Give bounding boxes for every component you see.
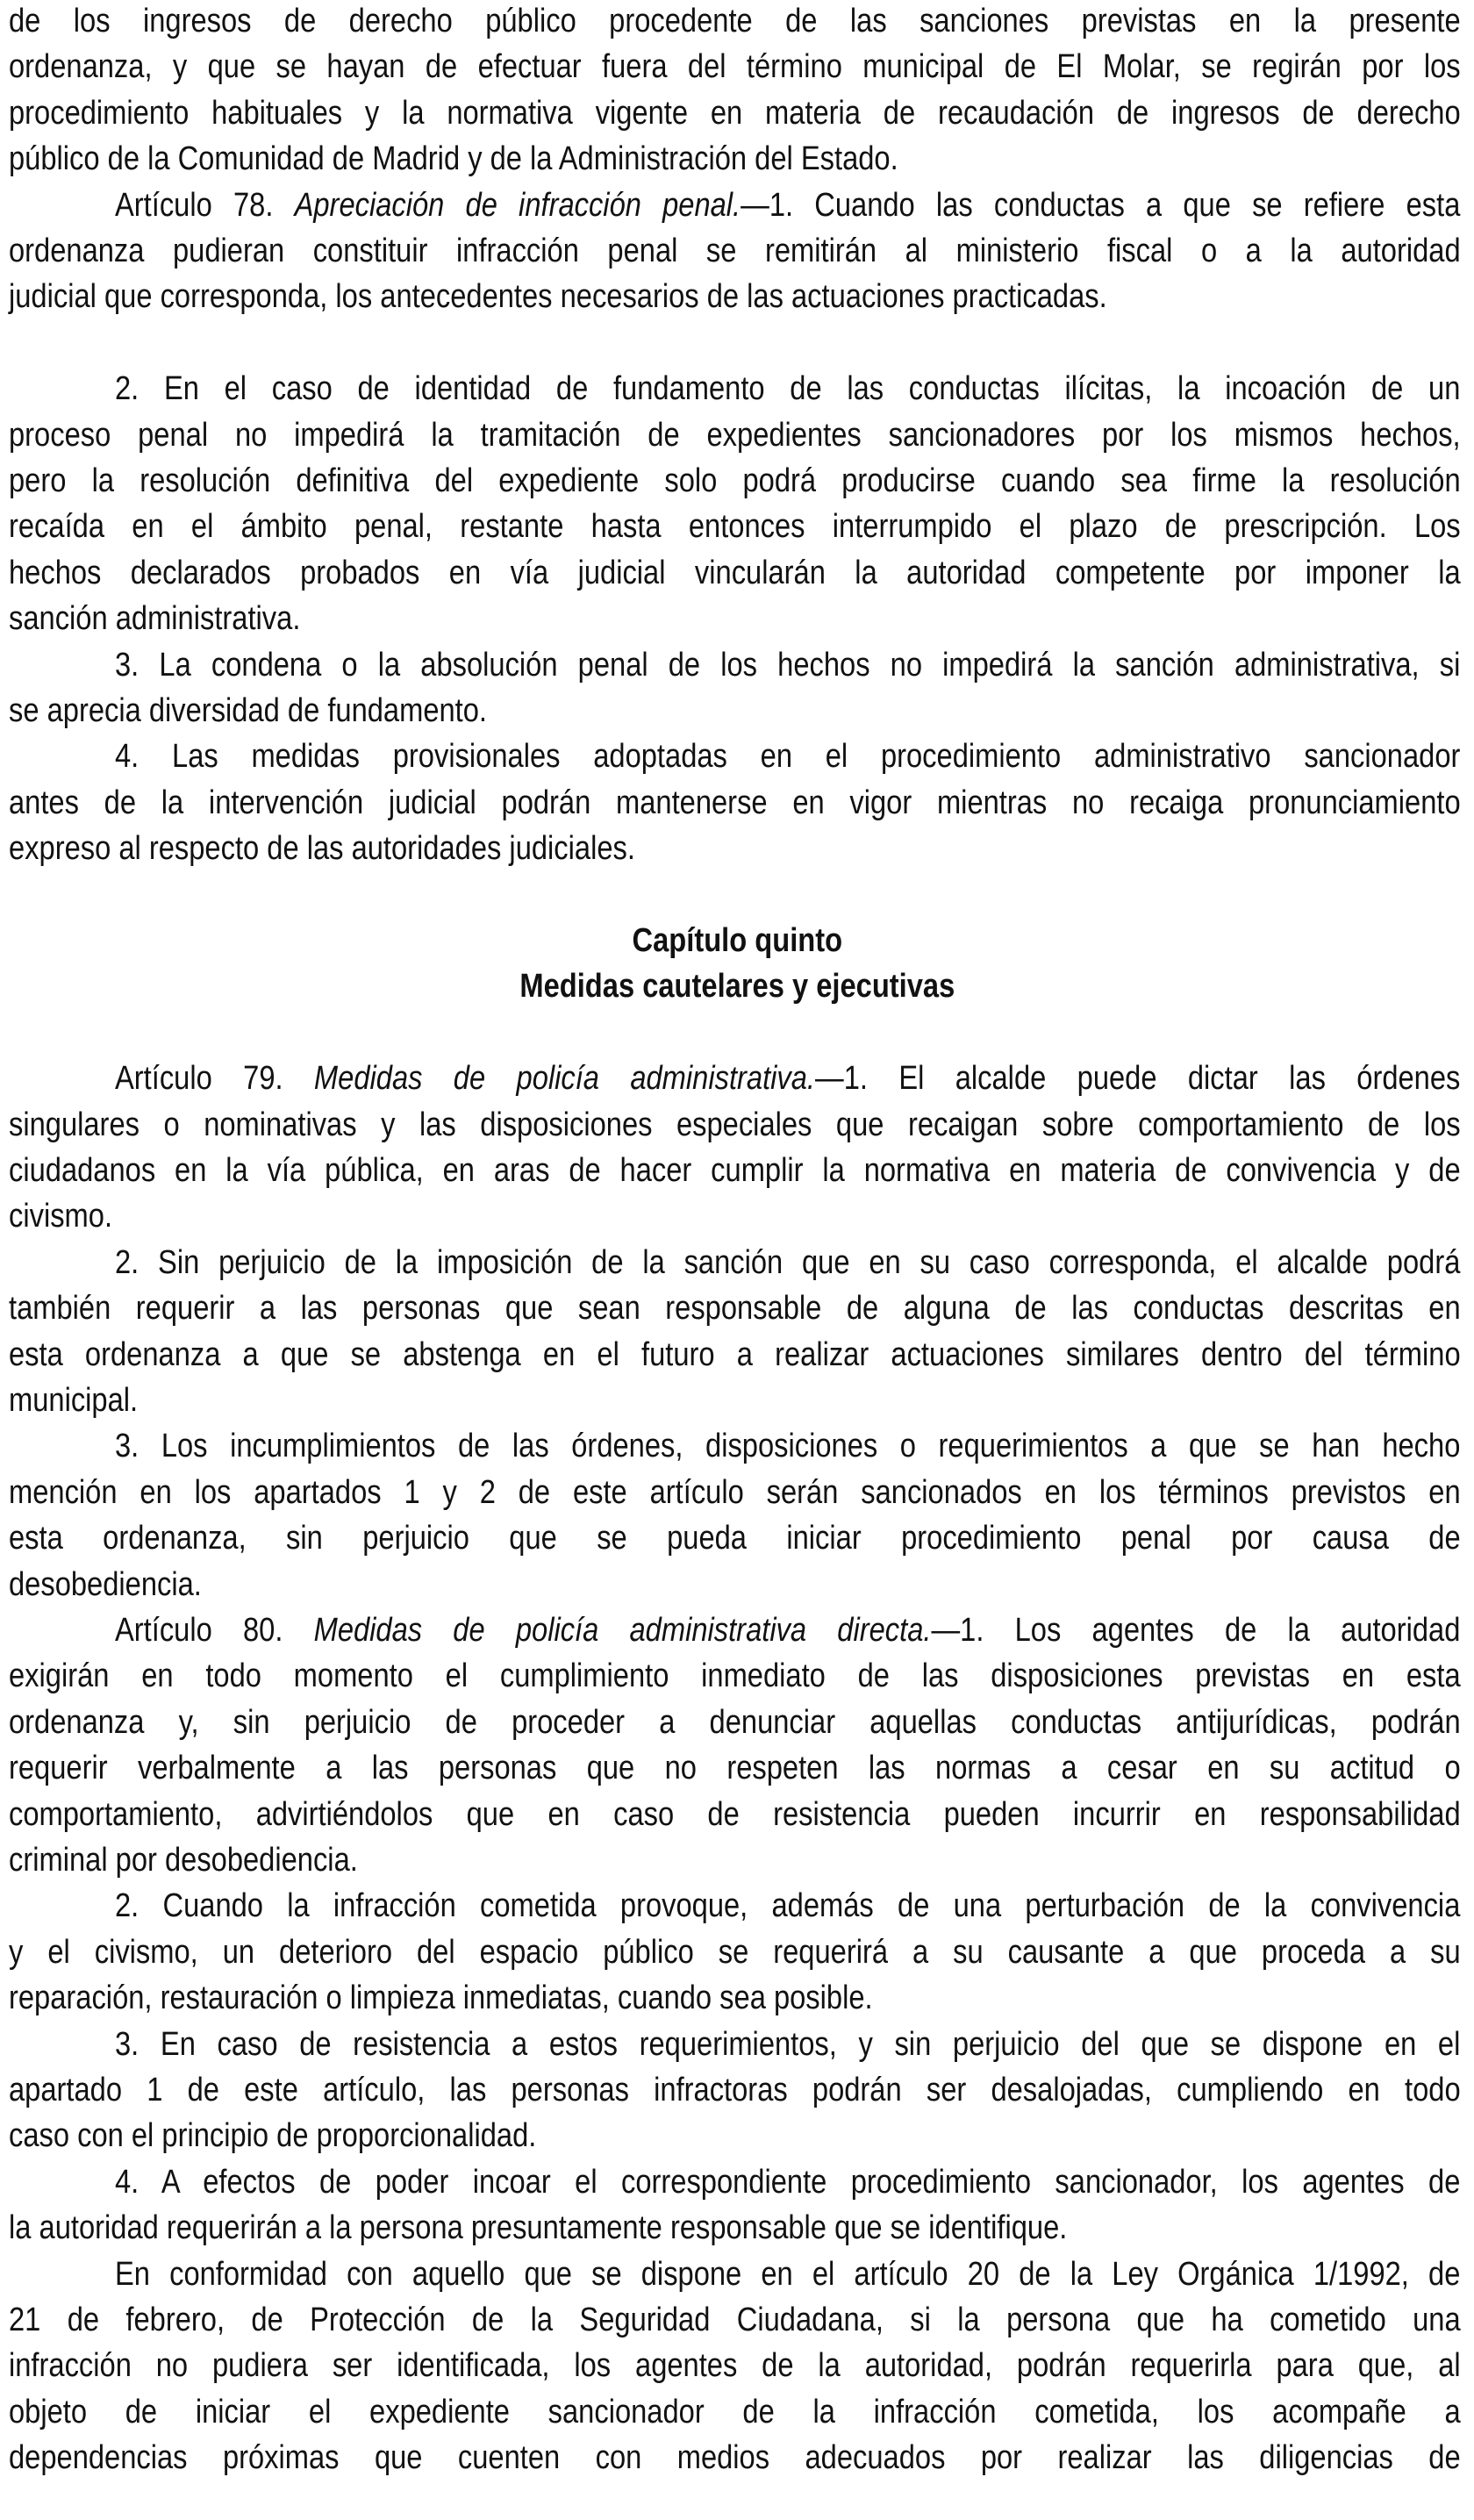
paragraph-line: ordenanza y, sin perjuicio de proceder a denunciar aquellas conductas antijurídicas, podrán [9,1703,1461,1741]
article-text: —1. Los agentes de la autoridad [931,1612,1461,1649]
chapter-title-heading [0,963,1474,1009]
paragraph-line: se aprecia diversidad de fundamento. [9,692,488,729]
article-number: Artículo 80. [115,1612,314,1649]
chapter-title: Medidas cautelares y ejecutivas [519,968,955,1006]
paragraph-line: 3. Los incumplimientos de las órdenes, disposiciones o requerimientos a que se han hecho [115,1428,1461,1465]
paragraph-line: dependencias próximas que cuenten con medios adecuados por realizar las diligencias de [9,2439,1461,2477]
article-number: Artículo 79. [115,1060,314,1098]
paragraph-line: recaída en el ámbito penal, restante hasta entonces interrumpido el plazo de prescripción. Los [9,508,1461,546]
article-heading-line [115,1607,1460,1653]
paragraph-line: caso con el principio de proporcionalidad. [9,2117,537,2155]
paragraph-line: sanción administrativa. [9,600,301,638]
paragraph-line: 4. Las medidas provisionales adoptadas en el procedimiento administrativo sancionador [115,738,1461,776]
article-text: —1. El alcalde puede dictar las órdenes [815,1060,1461,1098]
paragraph-line: criminal por desobediencia. [9,1842,358,1879]
paragraph-line: 2. Sin perjuicio de la imposición de la sanción que en su caso corresponda, el alcalde podrá [115,1243,1461,1281]
article-text: —1. Cuando las conductas a que se refiere esta [741,186,1461,224]
chapter-number: Capítulo quinto [632,922,842,959]
paragraph-line: objeto de iniciar el expediente sancionador de la infracción cometida, los acompañe a [9,2393,1461,2431]
paragraph-line: 3. La condena o la absolución penal de los hechos no impedirá la sanción administrativa, si [115,646,1461,684]
paragraph-line: judicial que corresponda, los antecedentes necesarios de las actuaciones practicadas. [9,278,1107,316]
paragraph-line: municipal. [9,1382,139,1419]
paragraph-line: pero la resolución definitiva del expediente solo podrá producirse cuando sea firme la resolución [9,462,1461,499]
paragraph-line: esta ordenanza a que se abstenga en el futuro a realizar actuaciones similares dentro del término [9,1335,1461,1373]
article-number: Artículo 78. [115,186,295,224]
paragraph-line: mención en los apartados 1 y 2 de este artículo serán sancionados en los términos previstos en [9,1473,1461,1511]
paragraph-line: procedimiento habituales y la normativa vigente en materia de recaudación de ingresos de derecho [9,94,1461,132]
paragraph-line: ordenanza, y que se hayan de efectuar fuera del término municipal de El Molar, se regirán por los [9,48,1461,86]
article-title: Medidas de policía administrativa directa. [313,1612,932,1649]
paragraph-line: ordenanza pudieran constituir infracción penal se remitirán al ministerio fiscal o a la autoridad [9,233,1461,269]
article-heading-line [115,183,1460,228]
article-title: Medidas de policía administrativa. [313,1060,816,1098]
paragraph-line: singulares o nominativas y las disposiciones especiales que recaigan sobre comportamiento de los [9,1106,1461,1143]
paragraph-line: también requerir a las personas que sean responsable de alguna de las conductas descritas en [9,1290,1461,1328]
paragraph-line: reparación, restauración o limpieza inmediatas, cuando sea posible. [9,1979,873,2017]
chapter-number-heading [0,918,1474,963]
paragraph-line: civismo. [9,1198,113,1235]
paragraph-line: apartado 1 de este artículo, las personas infractoras podrán ser desalojadas, cumpliendo en todo [9,2072,1461,2108]
paragraph-line: y el civismo, un deterioro del espacio público se requerirá a su causante a que proceda a su [9,1933,1461,1971]
article-heading-line [115,1056,1460,1101]
paragraph-line: expreso al respecto de las autoridades judiciales. [9,830,635,868]
paragraph-line: 21 de febrero, de Protección de la Seguridad Ciudadana, si la persona que ha cometido una [9,2302,1461,2338]
paragraph-line: desobediencia. [9,1565,202,1603]
article-title: Apreciación de infracción penal. [294,186,741,224]
paragraph-line: público de la Comunidad de Madrid y de la Administración del Estado. [9,140,898,178]
paragraph-line: comportamiento, advirtiéndolos que en caso de resistencia pueden incurrir en responsabilidad [9,1795,1461,1833]
paragraph-line: ciudadanos en la vía pública, en aras de hacer cumplir la normativa en materia de convivencia y de [9,1152,1461,1189]
paragraph-line: 3. En caso de resistencia a estos requerimientos, y sin perjuicio del que se dispone en el [115,2025,1461,2063]
paragraph-line: de los ingresos de derecho público procedente de las sanciones previstas en la presente [9,3,1461,39]
paragraph-line: infracción no pudiera ser identificada, los agentes de la autoridad, podrán requerirla para que, al [9,2347,1461,2385]
paragraph-line: la autoridad requerirán a la persona presuntamente responsable que se identifique. [9,2209,1068,2247]
paragraph-line: esta ordenanza, sin perjuicio que se pueda iniciar procedimiento penal por causa de [9,1520,1461,1557]
paragraph-line: En conformidad con aquello que se dispone en el artículo 20 de la Ley Orgánica 1/1992, de [115,2255,1461,2293]
paragraph-line: 4. A efectos de poder incoar el correspondiente procedimiento sancionador, los agentes de [115,2163,1461,2201]
paragraph-line: proceso penal no impedirá la tramitación de expedientes sancionadores por los mismos hechos, [9,416,1461,454]
paragraph-line: requerir verbalmente a las personas que no respeten las normas a cesar en su actitud o [9,1750,1461,1787]
paragraph-line: antes de la intervención judicial podrán mantenerse en vigor mientras no recaiga pronunciamiento [9,784,1461,821]
paragraph-line: 2. Cuando la infracción cometida provoque, además de una perturbación de la convivencia [115,1887,1461,1925]
paragraph-line: hechos declarados probados en vía judicial vincularán la autoridad competente por imponer la [9,554,1461,591]
paragraph-line: 2. En el caso de identidad de fundamento de las conductas ilícitas, la incoación de un [115,370,1461,408]
paragraph-line: exigirán en todo momento el cumplimiento inmediato de las disposiciones previstas en esta [9,1657,1461,1695]
